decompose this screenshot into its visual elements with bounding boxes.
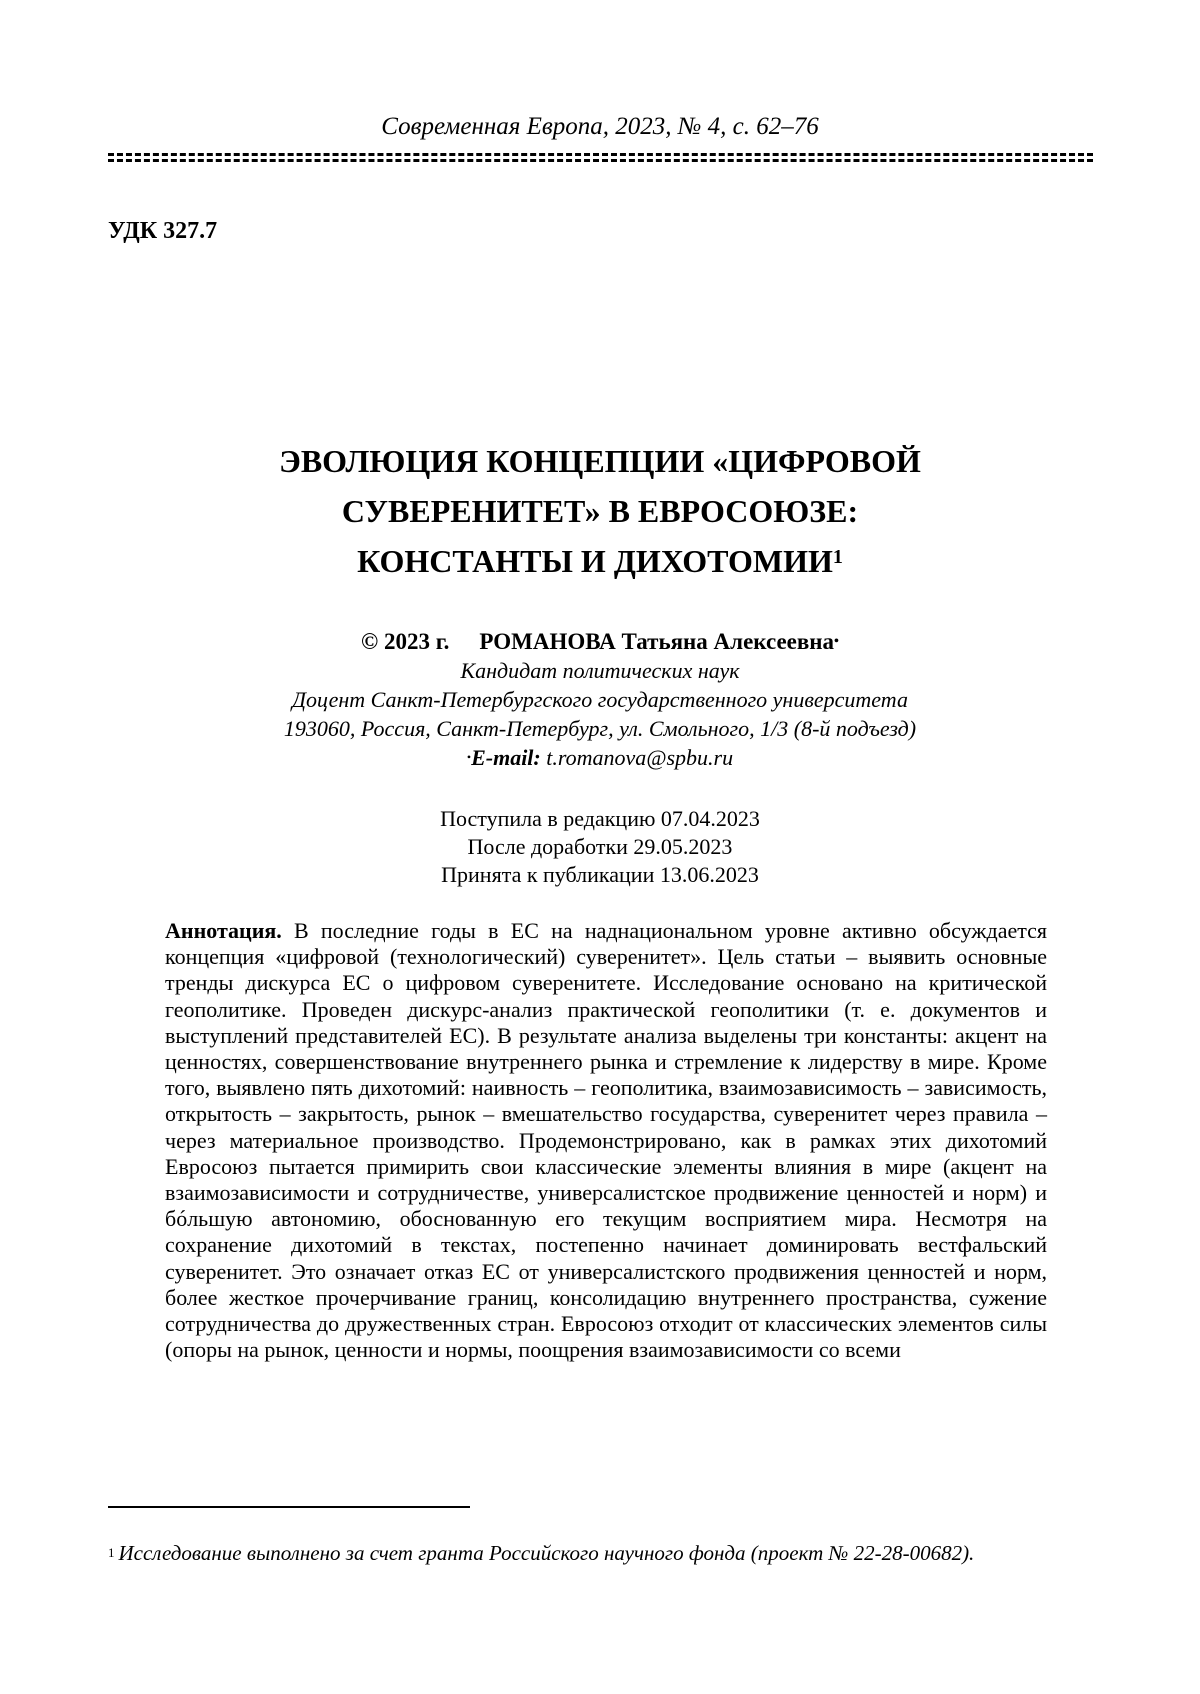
title-footnote-mark: 1 (832, 546, 843, 568)
date-accepted: Принята к публикации 13.06.2023 (441, 862, 759, 887)
email-address[interactable]: t.romanova@spbu.ru (546, 745, 734, 770)
header-double-rule (108, 153, 1093, 162)
article-dates (0, 805, 1200, 889)
journal-header: Современная Европа, 2023, № 4, с. 62–76 (381, 113, 819, 140)
abstract-text: В последние годы в ЕС на наднациональном уровне активно обсуждается концепция «цифровой (технологический) суверенитет». Цель статьи – выявить основные тренды дискурса ЕС о цифровом суверенитете. Исследование основано на критической геополитике. Проведен дискурс-анализ практической геополитики (т. е. документов и выступлений представителей ЕС). В результате анализа выделены три константы: акцент на ценностях, совершенствование внутреннего рынка и стремление к лидерству в мире. Кроме того, выявлено пять дихотомий: наивность – геополитика, взаимозависимость – зависимость, открытость – закрытость, рынок – вмешательство государства, суверенитет через правила – через материальное производство. Продемонстрировано, как в рамках этих дихотомий Евросоюз пытается примирить свои классические элементы влияния в мире (акцент на взаимозависимости и сотрудничестве, универсалистское продвижение ценностей и норм) и бóльшую автономию, обоснованную его текущим восприятием мира. Несмотря на сохранение дихотомий в текстах, постепенно начинает доминировать вестфальский суверенитет. Это означает отказ ЕС от универсалистского продвижения ценностей и норм, более жесткое прочерчивание границ, консолидацию внутреннего пространства, сужение сотрудничества до дружественных стран. Евросоюз отходит от классических элементов силы (опоры на рынок, ценности и нормы, поощрения взаимозависимости со всеми (165, 918, 1047, 1363)
title-line-1: ЭВОЛЮЦИЯ КОНЦЕПЦИИ «ЦИФРОВОЙ (279, 443, 921, 479)
footnote (108, 1540, 1108, 1566)
date-received: Поступила в редакцию 07.04.2023 (440, 806, 760, 831)
author-line (0, 627, 1200, 656)
abstract-label: Аннотация. (165, 918, 282, 943)
email-mark: • (466, 750, 472, 764)
date-revised: После доработки 29.05.2023 (467, 834, 733, 859)
abstract (165, 918, 1047, 1363)
author-degree: Кандидат политических наук (460, 658, 740, 683)
footnote-text: Исследование выполнено за счет гранта Российского научного фонда (проект № 22-28-00682). (118, 1541, 975, 1565)
title-line-3-text: КОНСТАНТЫ И ДИХОТОМИИ (357, 543, 833, 579)
udk-code: УДК 327.7 (108, 218, 218, 244)
author-position: Доцент Санкт-Петербургского государственного университета (292, 687, 908, 712)
footnote-mark: 1 (108, 1545, 115, 1560)
email-label: E-mail: (471, 745, 541, 770)
title-line-3 (0, 536, 1200, 586)
author-address: 193060, Россия, Санкт-Петербург, ул. Смольного, 1/3 (8-й подъезд) (283, 716, 917, 741)
author-block (0, 627, 1200, 772)
copyright-year: © 2023 г. (361, 629, 450, 654)
author-name: РОМАНОВА Татьяна Алексеевна (479, 629, 835, 654)
author-mark: • (834, 634, 839, 649)
article-title (0, 436, 1200, 586)
footnote-rule (108, 1506, 470, 1508)
email-line (0, 743, 1200, 772)
title-line-2: СУВЕРЕНИТЕТ» В ЕВРОСОЮЗЕ: (341, 493, 859, 529)
